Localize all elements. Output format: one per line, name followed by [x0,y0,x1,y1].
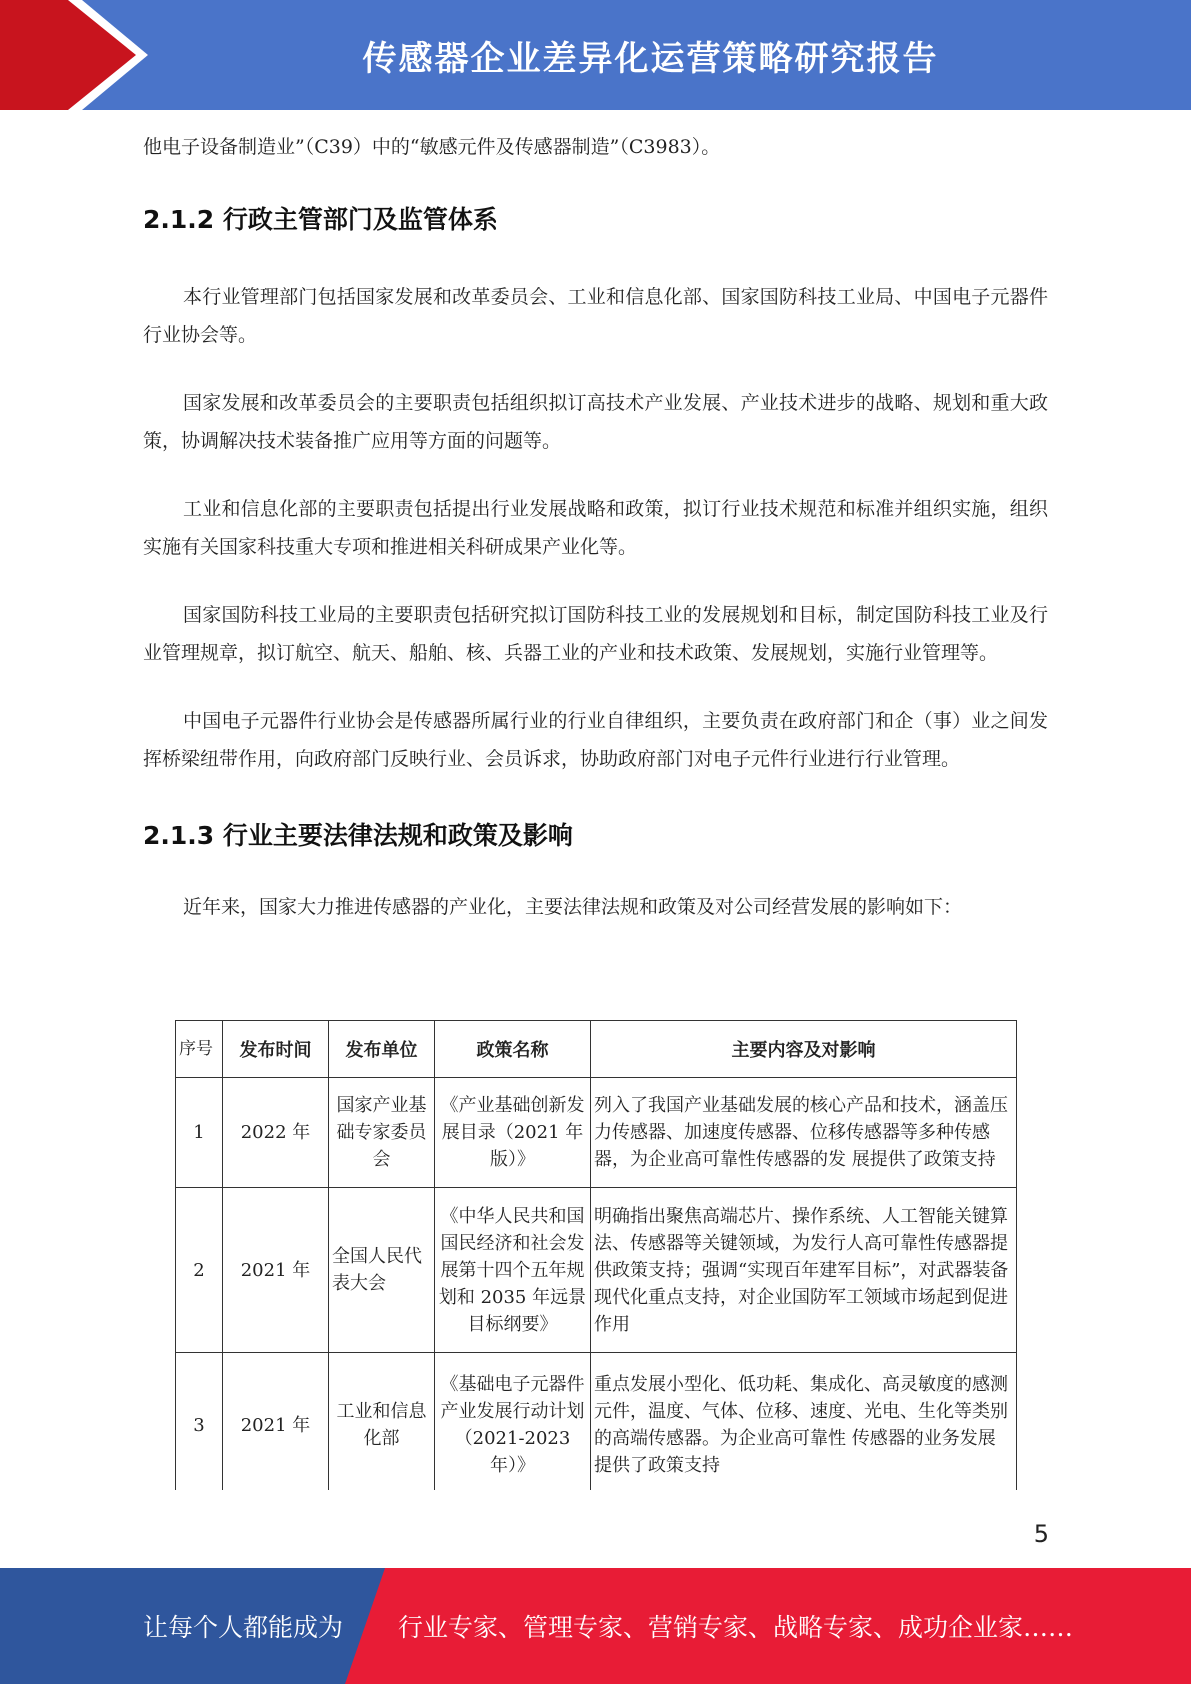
footer-slogan-right: 行业专家、管理专家、营销专家、战略专家、成功企业家…… [398,1613,1074,1642]
section-heading-2-1-2: 2.1.2 行政主管部门及监管体系 [143,205,498,234]
footer-slogan-left: 让每个人都能成为 [143,1613,344,1642]
content-cell: 重点发展小型化、低功耗、集成化、高灵敏度的感测元件，温度、气体、位移、速度、光电、生化等类别的高端传感器。为企业高可靠性 传感器的业务发展提供了政策支持 [591,1353,1017,1491]
table-row [176,1078,1017,1188]
content-cell: 列入了我国产业基础发展的核心产品和技术，涵盖压力传感器、加速度传感器、位移传感器等多种传感器，为企业高可靠性传感器的发 展提供了政策支持 [591,1078,1017,1188]
policy-table [175,1020,1017,1490]
table-row [176,1353,1017,1491]
column-header: 序号 [176,1021,223,1078]
column-header: 发布单位 [329,1021,435,1078]
seq-cell: 2 [176,1188,223,1353]
paragraph: 中国电子元器件行业协会是传感器所属行业的行业自律组织，主要负责在政府部门和企（事）业之间发挥桥梁纽带作用，向政府部门反映行业、会员诉求，协助政府部门对电子元件行业进行行业管理。 [143,710,1048,770]
date-cell: 2021 年 [223,1353,329,1491]
column-header: 发布时间 [223,1021,329,1078]
content-cell: 明确指出聚焦高端芯片、操作系统、人工智能关键算法、传感器等关键领域，为发行人高可靠性传感器提供政策支持；强调“实现百年建军目标”，对武器装备现代化重点支持，对企业国防军工领域市场起到促进作用 [591,1188,1017,1353]
table-row [176,1188,1017,1353]
paragraph: 本行业管理部门包括国家发展和改革委员会、工业和信息化部、国家国防科技工业局、中国电子元器件行业协会等。 [143,286,1048,346]
date-cell: 2022 年 [223,1078,329,1188]
page-header [0,0,1191,110]
issuer-cell: 全国人民代表大会 [329,1188,435,1353]
policy-name-cell: 《产业基础创新发展目录（2021 年版）》 [435,1078,591,1188]
report-title: 传感器企业差异化运营策略研究报告 [362,38,939,79]
page-footer [0,1568,1191,1684]
seq-cell: 3 [176,1353,223,1491]
header-accent-chevron [0,0,160,110]
issuer-cell: 国家产业基础专家委员会 [329,1078,435,1188]
column-header: 主要内容及对影响 [591,1021,1017,1078]
issuer-cell: 工业和信息化部 [329,1353,435,1491]
policy-name-cell: 《基础电子元器件产业发展行动计划（2021-2023 年）》 [435,1353,591,1491]
column-header: 政策名称 [435,1021,591,1078]
date-cell: 2021 年 [223,1188,329,1353]
section-heading-2-1-3: 2.1.3 行业主要法律法规和政策及影响 [143,821,573,850]
paragraph: 国家国防科技工业局的主要职责包括研究拟订国防科技工业的发展规划和目标，制定国防科技工业及行业管理规章，拟订航空、航天、船舶、核、兵器工业的产业和技术政策、发展规划，实施行业管理等。 [143,604,1048,664]
policy-table-wrapper [175,1020,1017,1490]
table-header-row [176,1021,1017,1078]
paragraph: 国家发展和改革委员会的主要职责包括组织拟订高技术产业发展、产业技术进步的战略、规划和重大政策，协调解决技术装备推广应用等方面的问题等。 [143,392,1048,452]
seq-cell: 1 [176,1078,223,1188]
table-intro: 近年来，国家大力推进传感器的产业化，主要法律法规和政策及对公司经营发展的影响如下： [183,896,963,918]
paragraph: 工业和信息化部的主要职责包括提出行业发展战略和政策，拟订行业技术规范和标准并组织实施，组织实施有关国家科技重大专项和推进相关科研成果产业化等。 [143,498,1048,558]
page-number: 5 [1033,1520,1049,1548]
policy-name-cell: 《中华人民共和国国民经济和社会发展第十四个五年规划和 2035 年远景目标纲要》 [435,1188,591,1353]
intro-line: 他电子设备制造业”（C39）中的“敏感元件及传感器制造”（C3983）。 [143,136,721,158]
page-content [143,128,1048,926]
